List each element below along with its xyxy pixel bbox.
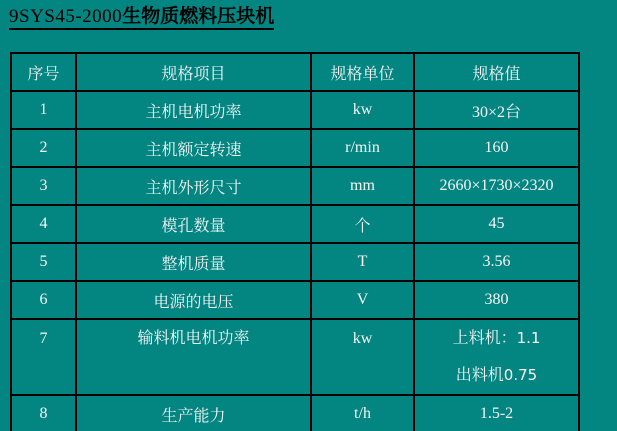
- page-title: [9, 6, 274, 30]
- cell-item: 电源的电压: [76, 281, 311, 319]
- value-line-infeed: [415, 320, 578, 357]
- cell-serial: 3: [11, 167, 76, 205]
- table-row: [11, 243, 579, 281]
- cell-item: 主机外形尺寸: [76, 167, 311, 205]
- cell-serial: [11, 319, 76, 395]
- cell-unit: V: [311, 281, 414, 319]
- table-row: [11, 395, 579, 431]
- cell-value: 1.5-2: [414, 395, 579, 431]
- outfeed-label: 出料机: [455, 367, 504, 384]
- col-header-value: 规格值: [414, 53, 579, 91]
- cell-value: 45: [414, 205, 579, 243]
- cell-item: 生产能力: [76, 395, 311, 431]
- infeed-power-value: 1.1: [516, 329, 541, 347]
- cell-item: 主机电机功率: [76, 91, 311, 129]
- cell-serial: 5: [11, 243, 76, 281]
- table-row: [11, 167, 579, 205]
- cell-item: 主机额定转速: [76, 129, 311, 167]
- cell-unit-text: kw: [352, 330, 373, 347]
- col-header-serial: 序号: [11, 53, 76, 91]
- cell-serial-text: 7: [39, 330, 48, 347]
- cell-value: 3.56: [414, 243, 579, 281]
- cell-serial: 2: [11, 129, 76, 167]
- cell-serial: 1: [11, 91, 76, 129]
- cell-value: 2660×1730×2320: [414, 167, 579, 205]
- cell-unit: T: [311, 243, 414, 281]
- outfeed-power-value: 0.75: [503, 366, 538, 384]
- table-row: [11, 281, 579, 319]
- table-row-feeder-power: [11, 319, 579, 395]
- table-row: [11, 91, 579, 129]
- cell-value: 160: [414, 129, 579, 167]
- cell-value: 380: [414, 281, 579, 319]
- cell-item: 模孔数量: [76, 205, 311, 243]
- cell-unit: mm: [311, 167, 414, 205]
- cell-item: 整机质量: [76, 243, 311, 281]
- spec-table-body: [11, 91, 579, 431]
- spec-table-header: [11, 53, 579, 91]
- spec-table: [10, 52, 580, 431]
- cell-item-text: 输料机电机功率: [137, 330, 250, 347]
- cell-serial: 8: [11, 395, 76, 431]
- table-row: [11, 205, 579, 243]
- cell-value: 30×2台: [414, 91, 579, 129]
- cell-value: [414, 319, 579, 395]
- infeed-label: 上料机：: [452, 330, 517, 347]
- value-line-outfeed: [415, 357, 578, 394]
- cell-unit: t/h: [311, 395, 414, 431]
- col-header-unit: 规格单位: [311, 53, 414, 91]
- cell-serial: 6: [11, 281, 76, 319]
- cell-unit: r/min: [311, 129, 414, 167]
- cell-serial: 4: [11, 205, 76, 243]
- cell-unit: 个: [311, 205, 414, 243]
- table-row: [11, 129, 579, 167]
- cell-unit: [311, 319, 414, 395]
- title-model-code: 9SYS45-2000: [9, 6, 123, 27]
- header-row: [11, 53, 579, 91]
- col-header-item: 规格项目: [76, 53, 311, 91]
- cell-item: [76, 319, 311, 395]
- title-machine-name: 生物质燃料压块机: [122, 6, 275, 27]
- cell-unit: kw: [311, 91, 414, 129]
